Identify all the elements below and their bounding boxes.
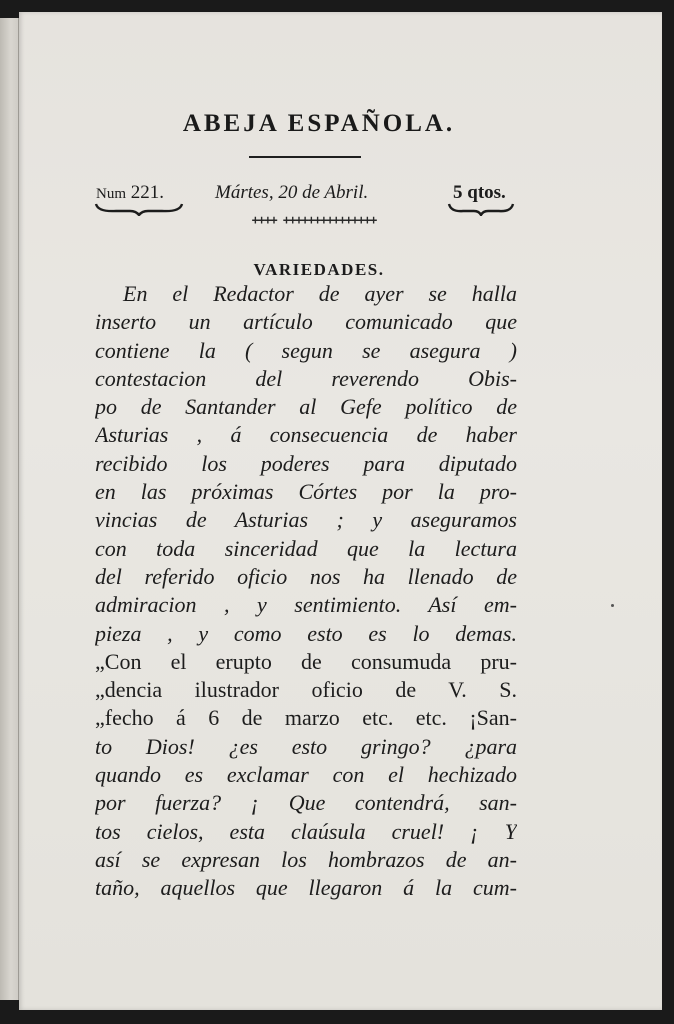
article-line: to Dios! ¿es esto gringo? ¿para xyxy=(95,733,517,759)
right-curly-brace-ornament xyxy=(447,202,515,216)
masthead-title: ABEJA ESPAÑOLA. xyxy=(182,110,456,137)
article-line: „Con el erupto de consumuda pru- xyxy=(95,648,517,674)
newspaper-page xyxy=(19,12,662,1010)
issue-price: 5 qtos. xyxy=(453,182,506,203)
masthead-rule xyxy=(249,156,361,158)
article-line: del referido oficio nos ha llenado de xyxy=(95,563,517,589)
article-line: recibido los poderes para diputado xyxy=(95,450,517,476)
left-curly-brace-ornament xyxy=(94,202,184,216)
article-line: con toda sinceridad que la lectura xyxy=(95,535,517,561)
article-line: „dencia ilustrador oficio de V. S. xyxy=(95,677,517,703)
article-line: vincias de Asturias ; y aseguramos xyxy=(95,507,517,533)
article-line: quando es exclamar con el hechizado xyxy=(95,762,517,788)
facing-page-edge xyxy=(0,18,19,1000)
article-line: En el Redactor de ayer se halla xyxy=(123,281,517,306)
ink-speck xyxy=(611,604,614,607)
article-line: contestacion del reverendo Obis- xyxy=(95,365,517,391)
article-line: en las próximas Córtes por la pro- xyxy=(95,479,517,505)
article-line: „fecho á 6 de marzo etc. etc. ¡San- xyxy=(95,705,517,731)
article-line: po de Santander al Gefe político de xyxy=(95,394,517,420)
issue-number-prefix: Num xyxy=(96,186,126,202)
article-line: así se expresan los hombrazos de an- xyxy=(95,846,517,872)
issue-number xyxy=(96,182,164,204)
article-line: inserto un artículo comunicado que xyxy=(95,309,517,335)
article-line: contiene la ( segun se asegura ) xyxy=(95,337,517,363)
article-line: por fuerza? ¡ Que contendrá, san- xyxy=(95,790,517,816)
section-heading: VARIEDADES. xyxy=(253,260,385,279)
article-line: Asturias , á consecuencia de haber xyxy=(95,422,517,448)
article-line: tos cielos, esta claúsula cruel! ¡ Y xyxy=(95,818,517,844)
issue-number-value: 221. xyxy=(130,182,164,203)
issue-date: Mártes, 20 de Abril. xyxy=(215,182,369,203)
article-body xyxy=(95,280,517,903)
article-line: pieza , y como esto es lo demas. xyxy=(95,620,517,646)
ornament-rule: ++++ +++++++++++++++ xyxy=(251,213,377,227)
article-line: admiracion , y sentimiento. Así em- xyxy=(95,592,517,618)
article-line: taño, aquellos que llegaron á la cum- xyxy=(95,875,517,901)
